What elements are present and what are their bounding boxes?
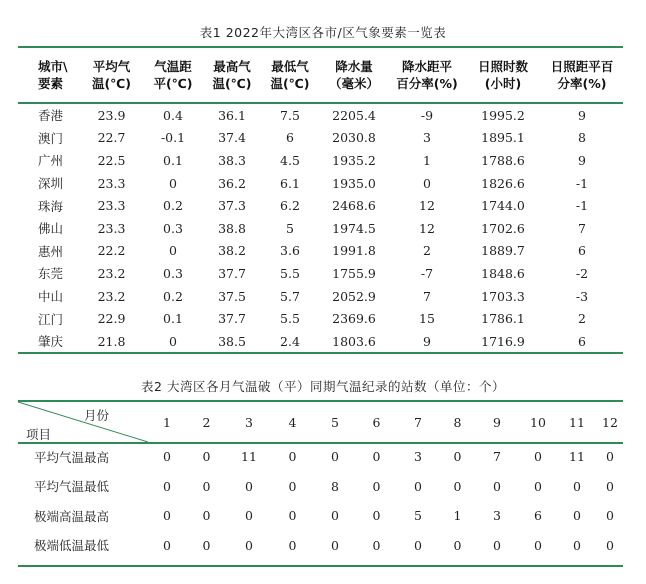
value-cell: 7.5 <box>280 107 300 123</box>
value-cell: -2 <box>575 265 589 281</box>
month-header-cell: 8 <box>453 414 462 430</box>
table1-header-cell <box>143 48 203 102</box>
temperature-record-table <box>18 400 623 568</box>
value-cell: 0.2 <box>163 288 183 304</box>
value-cell: 1895.1 <box>481 130 525 146</box>
table-row <box>18 330 623 353</box>
month-header-cell: 5 <box>331 414 339 430</box>
city-name-cell: 珠海 <box>38 198 64 214</box>
value-cell: 1991.8 <box>332 243 376 259</box>
month-header-cell: 10 <box>530 414 546 430</box>
value-cell: 23.2 <box>97 288 126 304</box>
value-cell: 0 <box>169 243 177 259</box>
value-cell: 1935.2 <box>332 152 376 168</box>
table1-header-line: 平(℃) <box>153 76 193 91</box>
count-cell: 11 <box>569 449 585 465</box>
table1-header-line: 分率(%) <box>557 76 607 91</box>
count-cell: 1 <box>453 508 462 524</box>
value-cell: 1935.0 <box>332 175 376 191</box>
table2-caption: 表2 大湾区各月气温破（平）同期气温纪录的站数（单位：个） <box>141 379 505 394</box>
value-cell: 6 <box>578 333 586 349</box>
table-row <box>18 102 623 127</box>
value-cell: -0.1 <box>160 130 186 146</box>
count-cell: 7 <box>493 449 501 465</box>
value-cell: 5.5 <box>280 265 300 281</box>
value-cell: 9 <box>578 107 586 123</box>
value-cell: 2.4 <box>280 333 300 349</box>
table1-header-line: 温(℃) <box>91 76 132 91</box>
corner-header-cell <box>18 402 147 442</box>
month-header-cell: 6 <box>372 414 381 430</box>
table-row <box>18 285 623 308</box>
value-cell: 38.2 <box>218 243 246 259</box>
table1-header-cell <box>18 48 80 102</box>
value-cell: 23.3 <box>97 198 126 214</box>
value-cell: 0 <box>169 333 177 349</box>
city-name-cell: 佛山 <box>38 221 64 237</box>
count-cell: 0 <box>493 478 501 494</box>
value-cell: 5.5 <box>280 311 300 327</box>
count-cell: 0 <box>606 508 614 524</box>
table1-header-line: 温(℃) <box>270 76 310 91</box>
count-cell: 0 <box>331 537 339 553</box>
table1-header-line: 日照距平百 <box>550 59 614 74</box>
value-cell: 37.3 <box>218 198 246 214</box>
month-header-cell: 9 <box>493 414 501 430</box>
count-cell: 0 <box>245 478 253 494</box>
table-row <box>18 472 623 502</box>
value-cell: 37.5 <box>218 288 246 304</box>
value-cell: 37.7 <box>218 265 246 281</box>
value-cell: 1974.5 <box>332 220 376 236</box>
table1-header-line: 气温距 <box>154 59 192 74</box>
value-cell: 1716.9 <box>481 333 525 349</box>
table-row <box>18 307 623 330</box>
table1-header-line: 日照时数 <box>477 59 528 74</box>
value-cell: 1703.3 <box>481 288 525 304</box>
value-cell: 37.7 <box>218 311 246 327</box>
count-cell: 0 <box>288 478 297 494</box>
value-cell: -9 <box>420 107 434 123</box>
count-cell: 0 <box>414 537 422 553</box>
month-header-cell: 11 <box>569 414 585 430</box>
table1-body <box>18 102 623 353</box>
table1-header-cell <box>80 48 143 102</box>
value-cell: 5.7 <box>280 288 300 304</box>
item-name-cell: 平均气温最低 <box>34 479 110 495</box>
value-cell: 4.5 <box>280 152 300 168</box>
month-header-cell: 7 <box>414 414 422 430</box>
value-cell: 2052.9 <box>332 288 376 304</box>
count-cell: 11 <box>241 449 257 465</box>
count-cell: 0 <box>453 478 462 494</box>
value-cell: 2468.6 <box>332 198 376 214</box>
count-cell: 0 <box>163 508 171 524</box>
table-row <box>18 501 623 531</box>
count-cell: 0 <box>606 537 614 553</box>
count-cell: 0 <box>453 537 462 553</box>
value-cell: 0.1 <box>163 152 183 168</box>
value-cell: 23.3 <box>97 220 126 236</box>
month-header-cell: 2 <box>202 414 211 430</box>
count-cell: 0 <box>163 537 171 553</box>
table1-header-line: 最高气 <box>213 59 251 74</box>
city-name-cell: 东莞 <box>38 266 64 282</box>
table-row <box>18 531 623 561</box>
value-cell: 1702.6 <box>481 220 525 236</box>
value-cell: 6.2 <box>280 198 300 214</box>
city-name-cell: 香港 <box>38 108 64 124</box>
table1-header-line: 最低气 <box>271 59 309 74</box>
table1-header-cell <box>541 48 623 102</box>
count-cell: 0 <box>163 449 171 465</box>
value-cell: -3 <box>575 288 589 304</box>
table-row <box>18 172 623 195</box>
count-cell: 0 <box>372 449 381 465</box>
table1-header-cell <box>319 48 389 102</box>
value-cell: 6 <box>286 130 294 146</box>
value-cell: 1788.6 <box>481 152 525 168</box>
table1-header-cell <box>261 48 319 102</box>
table-row <box>18 127 623 150</box>
value-cell: 38.8 <box>218 220 246 236</box>
value-cell: 23.9 <box>97 107 126 123</box>
value-cell: 0 <box>169 175 177 191</box>
value-cell: 0.2 <box>163 198 183 214</box>
count-cell: 6 <box>534 508 542 524</box>
value-cell: 6 <box>578 243 586 259</box>
count-cell: 0 <box>534 537 542 553</box>
count-cell: 0 <box>573 478 581 494</box>
table-row <box>18 217 623 240</box>
table-row <box>18 262 623 285</box>
count-cell: 0 <box>202 508 211 524</box>
value-cell: 12 <box>419 198 435 214</box>
value-cell: -7 <box>420 265 434 281</box>
value-cell: 22.5 <box>97 152 126 168</box>
value-cell: 0.4 <box>163 107 183 123</box>
city-name-cell: 中山 <box>38 289 64 305</box>
count-cell: 3 <box>414 449 422 465</box>
table1-header-line: 温(℃) <box>212 76 252 91</box>
value-cell: 12 <box>419 220 435 236</box>
count-cell: 0 <box>372 537 381 553</box>
count-cell: 0 <box>606 478 614 494</box>
table1-header-cell <box>203 48 261 102</box>
count-cell: 0 <box>331 508 339 524</box>
city-name-cell: 肇庆 <box>38 334 64 350</box>
value-cell: 2 <box>578 311 586 327</box>
count-cell: 8 <box>331 478 339 494</box>
value-cell: 23.2 <box>97 265 126 281</box>
value-cell: 9 <box>423 333 431 349</box>
count-cell: 0 <box>534 449 542 465</box>
value-cell: 1786.1 <box>481 311 525 327</box>
value-cell: 1 <box>423 152 431 168</box>
value-cell: 7 <box>578 220 586 236</box>
value-cell: 1826.6 <box>481 175 525 191</box>
month-header-cell: 4 <box>288 414 297 430</box>
value-cell: 2 <box>423 243 431 259</box>
count-cell: 0 <box>163 478 171 494</box>
count-cell: 0 <box>414 478 422 494</box>
value-cell: 2030.8 <box>332 130 376 146</box>
count-cell: 0 <box>202 537 211 553</box>
value-cell: 36.2 <box>218 175 246 191</box>
city-name-cell: 澳门 <box>38 130 64 146</box>
city-name-cell: 深圳 <box>38 176 64 192</box>
value-cell: 21.8 <box>97 333 126 349</box>
value-cell: 1744.0 <box>481 198 525 214</box>
count-cell: 0 <box>573 537 581 553</box>
month-header-cell: 1 <box>163 414 171 430</box>
table-row <box>18 194 623 217</box>
table1-header-line: 要素 <box>38 76 64 91</box>
table2-body <box>18 442 623 560</box>
table1-header-line: 降水量 <box>335 59 373 74</box>
count-cell: 0 <box>288 449 297 465</box>
count-cell: 0 <box>534 478 542 494</box>
month-header-cell: 3 <box>245 414 253 430</box>
value-cell: 6.1 <box>280 175 300 191</box>
value-cell: 1755.9 <box>332 265 376 281</box>
table1-header-cell <box>389 48 465 102</box>
count-cell: 0 <box>245 537 253 553</box>
value-cell: -1 <box>575 198 589 214</box>
count-cell: 0 <box>372 478 381 494</box>
value-cell: 3.6 <box>280 243 300 259</box>
value-cell: 36.1 <box>218 107 246 123</box>
value-cell: -1 <box>575 175 589 191</box>
value-cell: 38.5 <box>218 333 246 349</box>
month-header-cell: 12 <box>602 414 618 430</box>
city-name-cell: 惠州 <box>38 243 64 259</box>
value-cell: 1803.6 <box>332 333 376 349</box>
count-cell: 5 <box>414 508 422 524</box>
value-cell: 38.3 <box>218 152 246 168</box>
count-cell: 0 <box>453 449 462 465</box>
value-cell: 22.7 <box>97 130 126 146</box>
item-name-cell: 极端高温最高 <box>34 508 110 524</box>
table-row <box>18 240 623 263</box>
count-cell: 0 <box>573 508 581 524</box>
table1-header-line: 平均气 <box>92 59 131 74</box>
weather-elements-table <box>18 46 623 354</box>
count-cell: 0 <box>288 508 297 524</box>
table1-header-line: （毫米） <box>328 76 379 91</box>
value-cell: 9 <box>578 152 586 168</box>
city-name-cell: 广州 <box>38 153 64 169</box>
value-cell: 1995.2 <box>481 107 525 123</box>
value-cell: 15 <box>419 311 435 327</box>
table2-bottom-rule <box>18 565 623 567</box>
table1-header-line: 百分率(%) <box>396 76 458 91</box>
table1-header-cell <box>465 48 541 102</box>
value-cell: 22.2 <box>97 243 126 259</box>
value-cell: 7 <box>423 288 431 304</box>
table1-header-row <box>18 48 623 102</box>
count-cell: 0 <box>493 537 501 553</box>
table2-header-row <box>18 402 623 442</box>
value-cell: 1889.7 <box>481 243 525 259</box>
table1-caption: 表1 2022年大湾区各市/区气象要素一览表 <box>199 25 447 40</box>
count-cell: 0 <box>245 508 253 524</box>
count-cell: 0 <box>331 449 339 465</box>
count-cell: 0 <box>202 449 211 465</box>
table1-header-line: 降水距平 <box>401 59 452 74</box>
count-cell: 3 <box>493 508 501 524</box>
value-cell: 2205.4 <box>332 107 376 123</box>
value-cell: 22.9 <box>97 311 126 327</box>
item-name-cell: 极端低温最低 <box>34 538 110 554</box>
item-name-cell: 平均气温最高 <box>34 449 110 465</box>
value-cell: 23.3 <box>97 175 126 191</box>
value-cell: 2369.6 <box>332 311 376 327</box>
table-row <box>18 442 623 472</box>
value-cell: 0 <box>423 175 431 191</box>
value-cell: 1848.6 <box>481 265 525 281</box>
count-cell: 0 <box>288 537 297 553</box>
value-cell: 0.1 <box>163 311 183 327</box>
value-cell: 0.3 <box>163 265 183 281</box>
count-cell: 0 <box>372 508 381 524</box>
corner-month-label: 月份 <box>84 408 110 423</box>
value-cell: 3 <box>423 130 431 146</box>
city-name-cell: 江门 <box>38 311 64 327</box>
table1-header-line: 城市\ <box>38 59 68 74</box>
value-cell: 37.4 <box>218 130 246 146</box>
table1-header-line: (小时) <box>484 76 522 91</box>
count-cell: 0 <box>202 478 211 494</box>
value-cell: 5 <box>286 220 294 236</box>
count-cell: 0 <box>606 449 614 465</box>
corner-item-label: 项目 <box>26 427 52 442</box>
value-cell: 0.3 <box>163 220 183 236</box>
table-row <box>18 149 623 172</box>
value-cell: 8 <box>578 130 586 146</box>
